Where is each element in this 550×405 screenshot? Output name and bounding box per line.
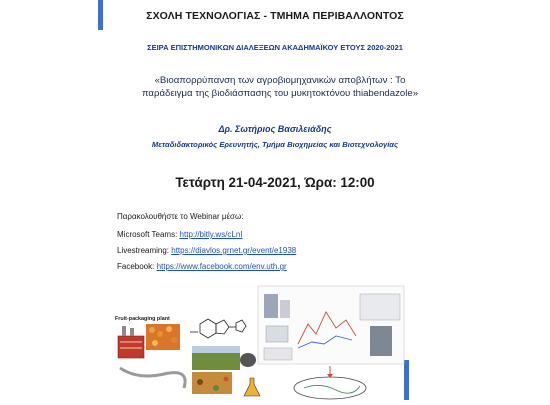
lecture-title	[115, 74, 445, 100]
fruit-icon	[171, 337, 177, 343]
fruit-icon	[157, 331, 163, 337]
pathway-diagram	[360, 294, 400, 320]
research-figure-graphic	[108, 284, 408, 400]
fruit-icon	[166, 326, 172, 332]
teams-link[interactable]: http://bitly.ws/cLnI	[179, 230, 243, 239]
fruit-icon	[152, 340, 158, 346]
compost-item	[213, 385, 219, 391]
field-sky	[192, 346, 240, 353]
facebook-row	[117, 262, 287, 271]
speaker-role: Μεταδιδακτορικός Ερευνητής, Τμήμα Βιοχημείας και Βιοτεχνολογίας	[151, 140, 399, 149]
molecule-ring-icon	[236, 320, 246, 332]
fruit-icon	[149, 327, 155, 333]
chimney-icon	[122, 326, 126, 336]
speaker-name: Δρ. Σωτήριος Βασιλειάδης	[218, 124, 332, 134]
livestream-label: Livestreaming:	[117, 246, 172, 255]
factory-icon	[118, 336, 144, 358]
flask-icon	[244, 378, 260, 396]
equipment-icon	[264, 294, 278, 318]
compost-item	[197, 379, 203, 385]
molecule-ring-icon	[200, 319, 216, 338]
facebook-label: Facebook:	[117, 262, 157, 271]
instrument-icon	[266, 326, 288, 342]
molecule-ring-icon	[216, 320, 229, 334]
gel-image	[264, 348, 292, 360]
lecture-title-line-2: παράδειγμα της βιοδιάσπασης του μυκητοκτόνου thiabendazole»	[141, 88, 419, 99]
livestream-row	[117, 246, 296, 255]
microscopy-image	[240, 353, 256, 367]
teams-label: Microsoft Teams:	[117, 230, 180, 239]
webinar-intro: Παρακολουθήστε το Webinar μέσω:	[117, 212, 244, 221]
plant-label: Fruit-packaging plant	[115, 316, 170, 322]
lecture-title-line-1: «Βιοαπορρύπανση των αγροβιομηχανικών αποβλήτων : Το	[154, 75, 406, 86]
research-figure	[108, 284, 408, 400]
facebook-link[interactable]: https://www.facebook.com/env.uth.gr	[156, 262, 287, 271]
instrument-icon	[370, 326, 392, 356]
chimney-icon	[130, 328, 134, 336]
livestream-link[interactable]: https://diavlos.grnet.gr/event/e1938	[171, 246, 297, 255]
equipment-icon	[280, 300, 290, 318]
school-heading: ΣΧΟΛΗ ΤΕΧΝΟΛΟΓΙΑΣ - ΤΜΗΜΑ ΠΕΡΙΒΑΛΛΟΝΤΟΣ	[146, 10, 404, 22]
lecture-series-heading: ΣΕΙΡΑ ΕΠΙΣΤΗΜΟΝΙΚΩΝ ΔΙΑΛΕΞΕΩΝ ΑΚΑΔΗΜΑΪΚΟΥ ΕΤΟΥΣ 2020-2021	[147, 43, 403, 52]
event-datetime: Τετάρτη 21-04-2021, Ώρα: 12:00	[175, 175, 375, 190]
teams-row	[117, 230, 243, 239]
compost-item	[224, 377, 229, 382]
